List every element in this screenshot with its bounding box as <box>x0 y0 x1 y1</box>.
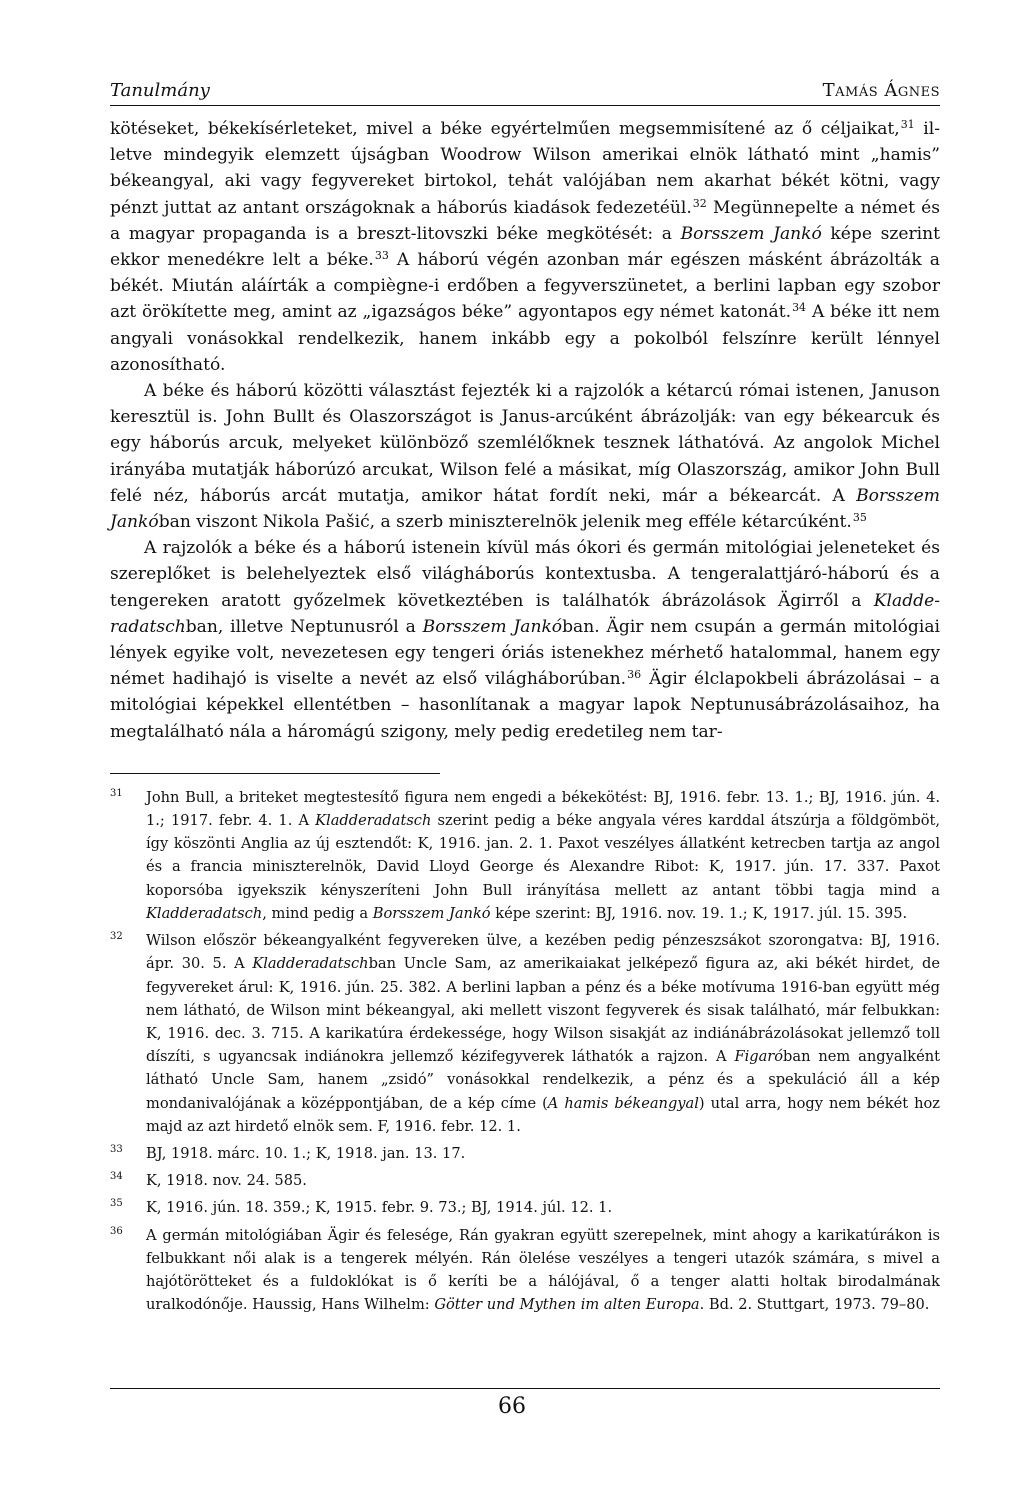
text-run: John Bull, a briteket megtestesítő figura nem engedi a békekötést: BJ, 1916. febr. 13. 1.; BJ, 1916. jún. 4. 1.; 1917. febr. 4. 1. A <box>146 788 940 830</box>
text-run: ban. Ägir nem csupán a germán mitológiai lények egyike volt, nevezetesen egy tengeri óriás istenekhez mérhető hatalommal, hanem egy német hadihajó is viselte a nevét az első világháborúban. <box>110 616 940 690</box>
italic-title: Borsszem Jankó <box>422 616 563 637</box>
footnote-text <box>146 1142 940 1165</box>
text-run: képe szerint: BJ, 1916. nov. 19. 1.; K, 1917. júl. 15. 395. <box>490 904 908 922</box>
footnote-text <box>146 929 940 1138</box>
footnote <box>110 929 940 1138</box>
text-run: A germán mitológiában Ägir és felesége, Rán gyakran együtt szerepelnek, mint ahogy a karikatúrákon is felbukkant női alak is a tengerek mélyén. Rán ölelése veszélyes a tengeri utazók számára, s mivel a hajótörötteket és a fuldoklókat is ő keríti be a hálójával, ő a tenger alatti holtak birodalmának uralkodónője. Haussig, Hans Wilhelm: <box>146 1226 940 1314</box>
footnote <box>110 1142 940 1165</box>
footnote <box>110 1196 940 1219</box>
text-run: szerint pedig a béke angyala véres karddal átszúrja a földgömböt, így köszönti Anglia az új esztendőt: K, 1916. jan. 2. 1. Paxot veszélyes állatként ketrecben tartja az angol és a francia miniszterelnök, David Lloyd George és Alexandre Ribot: K, 1917. jún. 17. 337. Paxot koporsóba igyekszik kényszeríteni John Bull irányítása mellett az antant többi tagja mind a <box>146 812 940 899</box>
text-run: A háború végén azonban már egészen másként ábrázolták a békét. Miután aláírták a compiègne-i erdőben a fegyverszünetet, a berlini lapban egy szobor azt örökítette meg, amint az „igazságos béke” agyontapos egy német katonát. <box>110 250 940 323</box>
footnote-reference: 32 <box>692 196 707 210</box>
italic-title: Borsszem Jankó <box>372 904 491 922</box>
text-run: ban, illetve Neptunusról a <box>185 616 423 637</box>
footnotes <box>110 786 940 1316</box>
footnote-reference: 34 <box>792 301 807 315</box>
italic-title: Borsszem Jankó <box>680 223 822 244</box>
paragraph <box>110 378 940 535</box>
footnote-number: 35 <box>110 1198 123 1210</box>
footnote-number: 33 <box>110 1143 123 1155</box>
text-run: ban viszont Nikola Pašić, a szerb miniszterelnök jelenik meg efféle kétarcúként. <box>158 512 852 533</box>
footnote-reference: 36 <box>627 668 642 682</box>
body-text <box>110 116 940 745</box>
footnote <box>110 1169 940 1192</box>
text-run: képe szerint ekkor menedékre lelt a béke. <box>110 223 940 271</box>
footnote <box>110 786 940 925</box>
text-run: ban nem angyalként látható Uncle Sam, hanem „zsidó” vonásokkal rendelkezik, a pénz és a spekuláció áll a kép mondanivalójának a középpontjában, de a kép címe ( <box>146 1048 940 1112</box>
italic-title: Kladderadatsch <box>252 955 369 973</box>
italic-title: Figaró <box>734 1048 784 1066</box>
text-run: kötéseket, békekísérleteket, mivel a béke egyértelműen megsemmisítené az ő céljaikat, <box>110 119 900 139</box>
italic-title: Kladderadatsch <box>110 590 940 637</box>
italic-title: Borsszem Jankó <box>110 485 940 533</box>
section-title: Tanulmány <box>110 80 210 101</box>
text-run: . Bd. 2. Stuttgart, 1973. 79–80. <box>699 1296 930 1314</box>
text-run: , mind pedig a <box>262 904 373 922</box>
bottom-rule <box>110 1388 940 1389</box>
footnote-text <box>146 786 940 925</box>
text-run: A béke itt nem angyali vonásokkal rendelkezik, hanem inkább egy a pokolból felszínre került lénnyel azonosítható. <box>110 302 941 375</box>
footnote-text <box>146 1224 940 1317</box>
text-run: BJ, 1918. márc. 10. 1.; K, 1918. jan. 13. 17. <box>146 1144 466 1162</box>
paragraph <box>110 116 940 378</box>
footnote-reference: 33 <box>374 249 389 263</box>
text-run: Ägir élclapokbeli ábrázolásai – a mitológiai képekkel ellentétben – hasonlítanak a magyar lapok Neptunusábrázolásaihoz, ha megtalálható nála a háromágú szigony, mely pedig eredetileg nem tar- <box>110 669 940 742</box>
text-run: ) utal arra, hogy nem békét hoz majd az azt hirdető elnök sem. F, 1916. febr. 12. 1. <box>146 1094 940 1135</box>
text-run: illetve mindegyik elemzett újságban Woodrow Wilson amerikai elnök látható mint „hamis” békeangyal, aki vagy fegyvereket birtokol, tehát valójában nem akarhat békét kötni, vagy pénzt juttat az antant országoknak a háborús kiadások fedezetéül. <box>110 119 940 218</box>
footnote-number: 34 <box>110 1171 123 1183</box>
footnote-reference: 31 <box>900 118 915 131</box>
footnote-text <box>146 1169 940 1192</box>
footnote-separator <box>110 773 440 774</box>
footnote-reference: 35 <box>852 511 867 525</box>
italic-title: A hamis békeangyal <box>547 1094 699 1112</box>
footnote-number: 32 <box>110 931 123 943</box>
page <box>110 80 940 1320</box>
footnote-number: 31 <box>110 787 123 799</box>
paragraph <box>110 535 940 745</box>
footnote <box>110 1224 940 1317</box>
page-number: 66 <box>498 1394 526 1419</box>
running-head <box>110 80 940 106</box>
footnote-number: 36 <box>110 1225 123 1237</box>
italic-title: Kladderadatsch <box>315 812 432 830</box>
text-run: Wilson először békeangyalként fegyvereken ülve, a kezében pedig pénzeszsákot szorongatva: BJ, 1916. ápr. 30. 5. A <box>146 932 940 973</box>
text-run: A béke és háború közötti választást fejezték ki a rajzolók a kétarcú római istenen, Januson keresztül is. John Bullt és Olaszországot is Janus-arcúként ábrázolják: van egy békearcuk és egy háborús arcuk, melyeket különböző szemlélőknek tesznek láthatóvá. Az angolok Michel irányába mutatják háborúzó arcukat, Wilson felé a másikat, míg Olaszország, amikor John Bull felé néz, háborús arcát mutatja, amikor hátat fordít neki, már a békearcát. A <box>110 381 940 506</box>
author-name: Tamás Ágnes <box>822 80 940 101</box>
italic-title: Götter und Mythen im alten Europa <box>434 1296 700 1314</box>
text-run: K, 1918. nov. 24. 585. <box>146 1172 307 1190</box>
text-run: Megünnepelte a német és a magyar propaganda is a breszt-litovszki béke megkötését: a <box>110 197 940 244</box>
text-run: A rajzolók a béke és a háború istenein kívül más ókori és germán mitológiai jeleneteket és szereplőket is belehelyeztek első világháborús kontextusba. A tengeralattjáró-háború és a tengereken aratott győzelmek következtében is találhatók ábrázolások Ägirről a <box>110 538 940 611</box>
footnote-text <box>146 1196 940 1219</box>
text-run: K, 1916. jún. 18. 359.; K, 1915. febr. 9. 73.; BJ, 1914. júl. 12. 1. <box>146 1199 613 1217</box>
italic-title: Kladderadatsch <box>146 904 263 922</box>
text-run: ban Uncle Sam, az amerikaiakat jelképező figura az, aki békét hirdet, de fegyvereket árul: K, 1916. jún. 25. 382. A berlini lapban a pénz és a béke motívuma 1916-ban együtt még nem látható, de Wilson mint békeangyal, aki mellett viszont fegyverek és sisak található, már felbukkan: K, 1916. dec. 3. 715. A karikatúra érdekessége, hogy Wilson sisakját az indiánábrázolásokat jellemző toll díszíti, s ugyancsak indiánokra jellemző kézifegyverek láthatók a rajzon. A <box>146 955 940 1066</box>
